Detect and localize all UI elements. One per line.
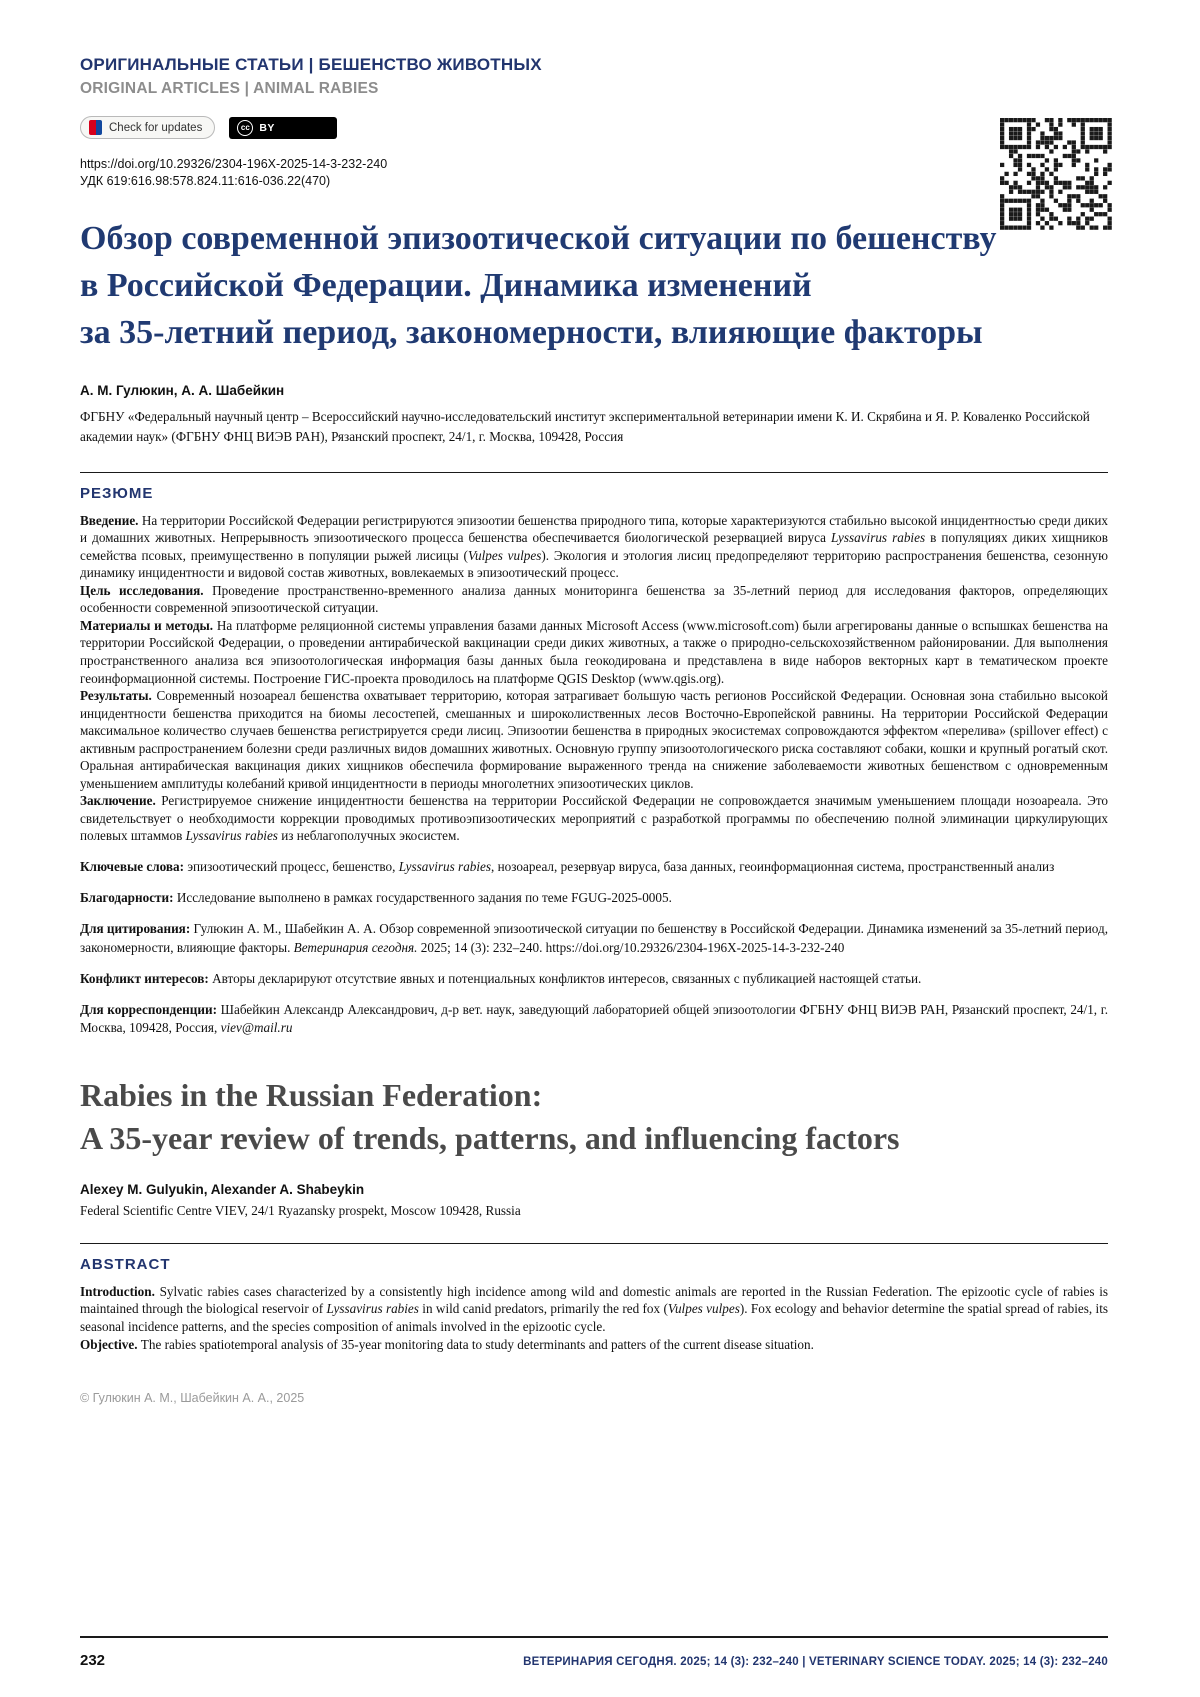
check-for-updates-label: Check for updates — [109, 121, 203, 134]
authors-ru: А. М. Гулюкин, А. А. Шабейкин — [80, 382, 285, 398]
abstract-section-divider — [80, 1243, 1108, 1273]
rubric-ru: ОРИГИНАЛЬНЫЕ СТАТЬИ | БЕШЕНСТВО ЖИВОТНЫХ — [80, 55, 542, 74]
resume-paragraph-materials: Материалы и методы. На платформе реляционной системы управления базами данных Microsoft Access (www.microsoft.com) были агрегированы данные о вспышках бешенства на территории Российской Федерации, о проведении антирабической вакцинации среди диких животных, а также о природно-сельскохозяйственном районировании. Для выполнения пространственного анализа вся эпизоотологическая информация базы данных была геокодирована и представлена в виде наборов векторных карт в тематическом проекте геоинформационной системы. Построение ГИС-проекта проводилось на платформе QGIS Desktop (www.qgis.org). — [80, 617, 1108, 686]
article-title-ru — [80, 216, 1060, 357]
conflict-of-interest-block: Конфликт интересов: Авторы декларируют отсутствие явных и потенциальных конфликтов интересов, связанных с публикацией настоящей статьи. — [80, 970, 922, 986]
resume-paragraph-conclusion: Заключение. Регистрируемое снижение инцидентности бешенства на территории Российской Федерации не сопровождается значимым уменьшением площади нозоареала. Это свидетельствует о необходимости коррекции проводимых противоэпизоотических мероприятий с разработкой программы по обеспечению полной элиминации циркулирующих полевых штаммов Lyssavirus rabies из неблагополучных экосистем. — [80, 793, 1109, 844]
authors-en: Alexey M. Gulyukin, Alexander A. Shabeykin — [80, 1181, 365, 1197]
article-title-en-line1: Rabies in the Russian Federation: — [80, 1076, 543, 1113]
resume-section-divider — [80, 472, 1108, 502]
badges-row — [80, 116, 1108, 139]
acknowledgements-block: Благодарности: Исследование выполнено в рамках государственного задания по теме FGUG-2025-0005. — [80, 890, 672, 906]
correspondence-block: Для корреспонденции: Шабейкин Александр Александрович, д-р вет. наук, заведующий лабораторией общей эпизоотологии ФГБНУ ФНЦ ВИЭВ РАН, Рязанский проспект, 24/1, г. Москва, 109428, Россия, viev@mail.ru — [80, 1002, 1109, 1036]
journal-reference: ВЕТЕРИНАРИЯ СЕГОДНЯ. 2025; 14 (3): 232–240 | VETERINARY SCIENCE TODAY. 2025; 14 (3): 232–240 — [523, 1656, 1108, 1668]
article-title-ru-line1: Обзор современной эпизоотической ситуации по бешенству — [80, 220, 997, 257]
citation-block: Для цитирования: Гулюкин А. М., Шабейкин А. А. Обзор современной эпизоотической ситуации по бешенству в Российской Федерации. Динамика изменений за 35-летний период, закономерности, влияющие факторы. Ветеринария сегодня. 2025; 14 (3): 232–240. https://doi.org/10.29326/2304-196X-2025-14-3-232-240 — [80, 921, 1108, 955]
affiliation-ru: ФГБНУ «Федеральный научный центр – Всероссийский научно-исследовательский институт экспериментальной ветеринарии имени К. И. Скрябина и Я. Р. Коваленко Российской академии наук» (ФГБНУ ФНЦ ВИЭВ РАН), Рязанский проспект, 24/1, г. Москва, 109428, Россия — [80, 408, 1090, 445]
cc-icon: cc — [237, 120, 253, 136]
crossmark-icon — [89, 120, 102, 135]
doi-link[interactable]: https://doi.org/10.29326/2304-196X-2025-14-3-232-240 — [80, 157, 388, 171]
qr-code — [1000, 118, 1112, 230]
article-title-ru-line3: за 35-летний период, закономерности, влияющие факторы — [80, 313, 983, 351]
doi-line — [80, 157, 1108, 171]
rubric-en: ORIGINAL ARTICLES | ANIMAL RABIES — [80, 80, 379, 97]
cc-by-label: BY — [259, 121, 275, 134]
abstract-paragraph-introduction: Introduction. Sylvatic rabies cases characterized by a consistently high incidence among wild and domestic animals are reported in the Russian Federation. The epizootic cycle of rabies is maintained through the biological reservoir of Lyssavirus rabies in wild canid predators, primarily the red fox (Vulpes vulpes). Fox ecology and behavior determine the spatial spread of rabies, its seasonal incidence patterns, and the species composition of animals involved in the epizootic cycle. — [80, 1283, 1109, 1335]
copyright-line: © Гулюкин А. М., Шабейкин А. А., 2025 — [80, 1391, 305, 1406]
cc-by-badge[interactable] — [229, 117, 337, 139]
check-for-updates-button[interactable] — [80, 116, 215, 139]
resume-heading: РЕЗЮМЕ — [80, 484, 154, 502]
udk-line: УДК 619:616.98:578.824.11:616-036.22(470) — [80, 174, 331, 188]
article-title-ru-line2: в Российской Федерации. Динамика изменений — [80, 266, 812, 304]
article-title-en — [80, 1074, 1080, 1160]
keywords-block: Ключевые слова: эпизоотический процесс, бешенство, Lyssavirus rabies, нозоареал, резервуар вируса, база данных, геоинформационная система, пространственный анализ — [80, 859, 1055, 875]
abstract-heading: ABSTRACT — [80, 1255, 171, 1273]
article-title-en-line2: A 35-year review of trends, patterns, and influencing factors — [80, 1119, 900, 1156]
resume-paragraph-introduction: Введение. На территории Российской Федерации регистрируются эпизоотии бешенства природного типа, которые характеризуются стабильно высокой инцидентностью среди диких и домашних животных. Непрерывность эпизоотического процесса бешенства обеспечивается биологической резервацией вируса Lyssavirus rabies в популяциях диких хищников семейства псовых, преимущественно в популяции рыжей лисицы (Vulpes vulpes). Экология и этология лисиц предопределяют территорию распространения бешенства, сезонную динамику инцидентности и видовой состав животных, вовлекаемых в эпизоотический процесс. — [80, 512, 1109, 581]
abstract-body — [80, 1283, 1108, 1353]
resume-paragraph-objective: Цель исследования. Проведение пространственно-временного анализа данных мониторинга бешенства за 35-летний период для исследования факторов, определяющих особенности современной эпизоотической ситуации. — [80, 582, 1108, 616]
affiliation-en: Federal Scientific Centre VIEV, 24/1 Ryazansky prospekt, Moscow 109428, Russia — [80, 1202, 521, 1218]
resume-paragraph-results: Результаты. Современный нозоареал бешенства охватывает территорию, которая затрагивает большую часть регионов Российской Федерации. Основная зона стабильно высокой инцидентности бешенства приходится на биомы лесостепей, смешанных и широколиственных лесов Восточно-Европейской равнины. На территории Российской Федерации максимальное количество случаев бешенства регистрируется среди лисиц. Эпизоотии бешенства в природных экосистемах сопровождаются эффектом «перелива» (spillover effect) с активным распространением болезни среди различных видов домашних животных. Основную группу эпизоотологического риска составляют собаки, кошки и крупный рогатый скот. Оральная антирабическая вакцинация диких хищников обеспечила формирование выраженного тренда на снижение заболеваемости животных бешенством с одновременным уменьшением амплитуды колебаний кривой инцидентности в периоды многолетних эпизоотических циклов. — [80, 688, 1108, 791]
abstract-paragraph-objective: Objective. The rabies spatiotemporal analysis of 35-year monitoring data to study determinants and patters of the current disease situation. — [80, 1336, 814, 1352]
page-number: 232 — [80, 1652, 106, 1669]
page-footer — [80, 1636, 1108, 1697]
